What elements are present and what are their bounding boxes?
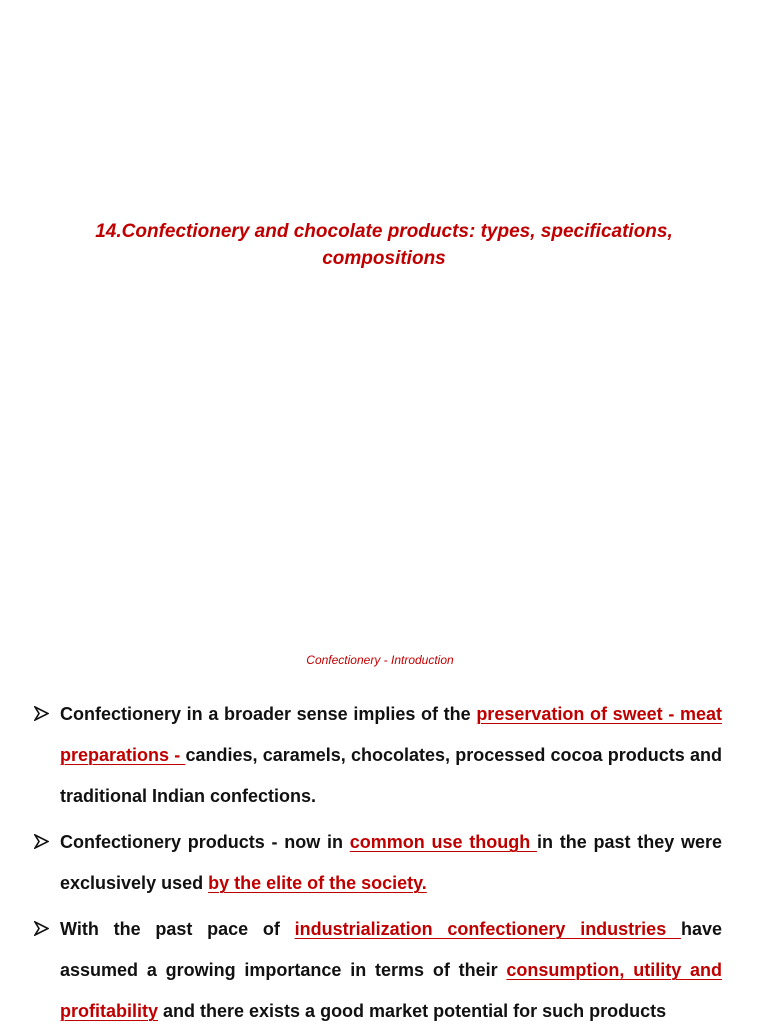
title-line-2: compositions [322,248,446,269]
bullet-text: Confectionery products - now in [60,832,350,852]
page-title [60,218,708,272]
title-line-1: 14.Confectionery and chocolate products: types, specifications, [95,221,673,242]
bullet-text: in the past they were exclusively used [60,832,722,893]
highlighted-phrase: industrialization confectionery industries [294,919,681,939]
bullet-item [34,909,722,1024]
bullet-text: and there exists a good market potential for such products [158,1001,667,1021]
bullet-text: With the past pace of [60,919,295,939]
section-subheading: Confectionery - Introduction [306,653,454,667]
bullet-text: Confectionery in a broader sense implies of the [60,704,477,724]
bullet-text: candies, caramels, chocolates, processed cocoa products and traditional Indian confections. [60,745,722,806]
highlighted-phrase: consumption, utility and profitability [60,960,722,1021]
bullet-item [34,694,722,817]
bullet-text: have assumed a growing importance in terms of their [60,919,722,980]
highlighted-phrase: common use though [349,832,537,852]
highlighted-phrase: preservation of sweet - meat preparations - [60,704,722,765]
highlighted-phrase: by the elite of the society. [208,873,427,893]
arrow-bullet-icon [34,694,50,735]
bullet-item [34,822,722,904]
arrow-bullet-icon [34,822,50,863]
arrow-bullet-icon [34,909,50,950]
bullet-list [34,694,722,1024]
